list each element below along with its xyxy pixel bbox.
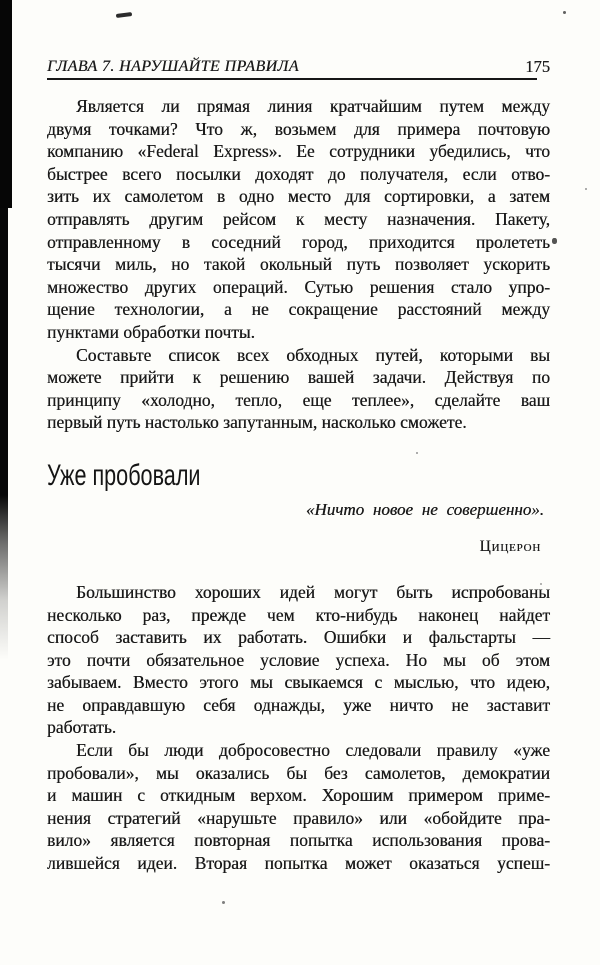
text-line: Если бы люди добросовестно следовали правилу «уже — [76, 740, 550, 761]
text-line: зить их самолетом в одно место для сортировки, а затем — [47, 186, 550, 207]
text-line: несколько раз, прежде чем кто-нибудь наконец найдет — [47, 604, 550, 625]
text-line: Большинство хороших идей могут быть испробованы — [76, 581, 550, 602]
quote-attribution: Цицерон — [479, 537, 541, 555]
scan-speck — [563, 11, 566, 14]
running-header — [47, 54, 550, 80]
text-line: принципу «холодно, тепло, еще теплее», сделайте ваш — [47, 389, 550, 410]
scan-speck — [585, 188, 587, 190]
text-line: забываем. Вместо этого мы свыкаемся с мыслью, что идею, — [47, 672, 550, 693]
paragraph — [47, 344, 550, 434]
text-line: можете прийти к решению вашей задачи. Действуя по — [47, 367, 550, 388]
epigraph-quote: «Ничто новое не совершенно». — [305, 499, 544, 519]
text-line: множество других операций. Сутью решения стало упро- — [47, 276, 550, 297]
paragraph — [47, 739, 550, 875]
text-line: Составьте список всех обходных путей, которыми вы — [76, 344, 550, 365]
section-heading — [47, 460, 550, 492]
text-line: это почти обязательное условие успеха. Но мы об этом — [47, 649, 550, 670]
section-heading-text: Уже пробовали — [47, 458, 201, 492]
text-line: отправлять другим рейсом к месту назначения. Пакету, — [47, 208, 550, 229]
text-line: тысячи миль, но такой окольный путь позволяет ускорить — [47, 254, 550, 275]
scan-edge-artifact — [0, 0, 14, 660]
chapter-title: ГЛАВА 7. НАРУШАЙТЕ ПРАВИЛА — [47, 58, 299, 75]
text-line: Является ли прямая линия кратчайшим путем между — [76, 96, 550, 116]
text-line: нения стратегий «нарушьте правило» или «обойдите пра- — [47, 807, 550, 828]
text-line: способ заставить их работать. Ошибки и фальстарты — — [47, 627, 550, 648]
scan-speck — [116, 12, 132, 18]
page-number: 175 — [525, 57, 550, 76]
text-line: лившейся идеи. Вторая попытка может оказаться успеш- — [47, 853, 550, 874]
text-line: щение технологии, а не сокращение расстояний между — [47, 299, 550, 320]
text-line: пробовали», мы оказались бы без самолетов, демократии — [47, 762, 550, 783]
text-line: вило» является повторная попытка использования прова- — [47, 830, 550, 851]
text-line: не оправдавшую себя однажды, уже ничто не заставит — [47, 694, 550, 715]
page-body — [47, 95, 550, 875]
text-line: первый путь настолько запутанным, насколько сможете. — [47, 412, 467, 433]
text-line: и машин с откидным верхом. Хорошим примером приме- — [47, 785, 550, 806]
text-line: быстрее всего посылки доходят до получателя, если отво- — [47, 163, 550, 184]
paragraph — [47, 581, 550, 739]
scan-speck — [552, 238, 557, 244]
text-line: компанию «Federal Express». Ее сотрудники убедились, что — [47, 141, 550, 162]
text-line: пунктами обработки почты. — [47, 321, 255, 342]
text-line: отправленному в соседний город, приходится пролететь — [47, 231, 550, 252]
text-line: двумя точками? Что ж, возьмем для примера почтовую — [47, 118, 550, 139]
paragraph — [47, 95, 550, 344]
header-rule — [47, 78, 537, 80]
scan-speck — [222, 901, 225, 904]
text-line: работать. — [47, 717, 117, 738]
